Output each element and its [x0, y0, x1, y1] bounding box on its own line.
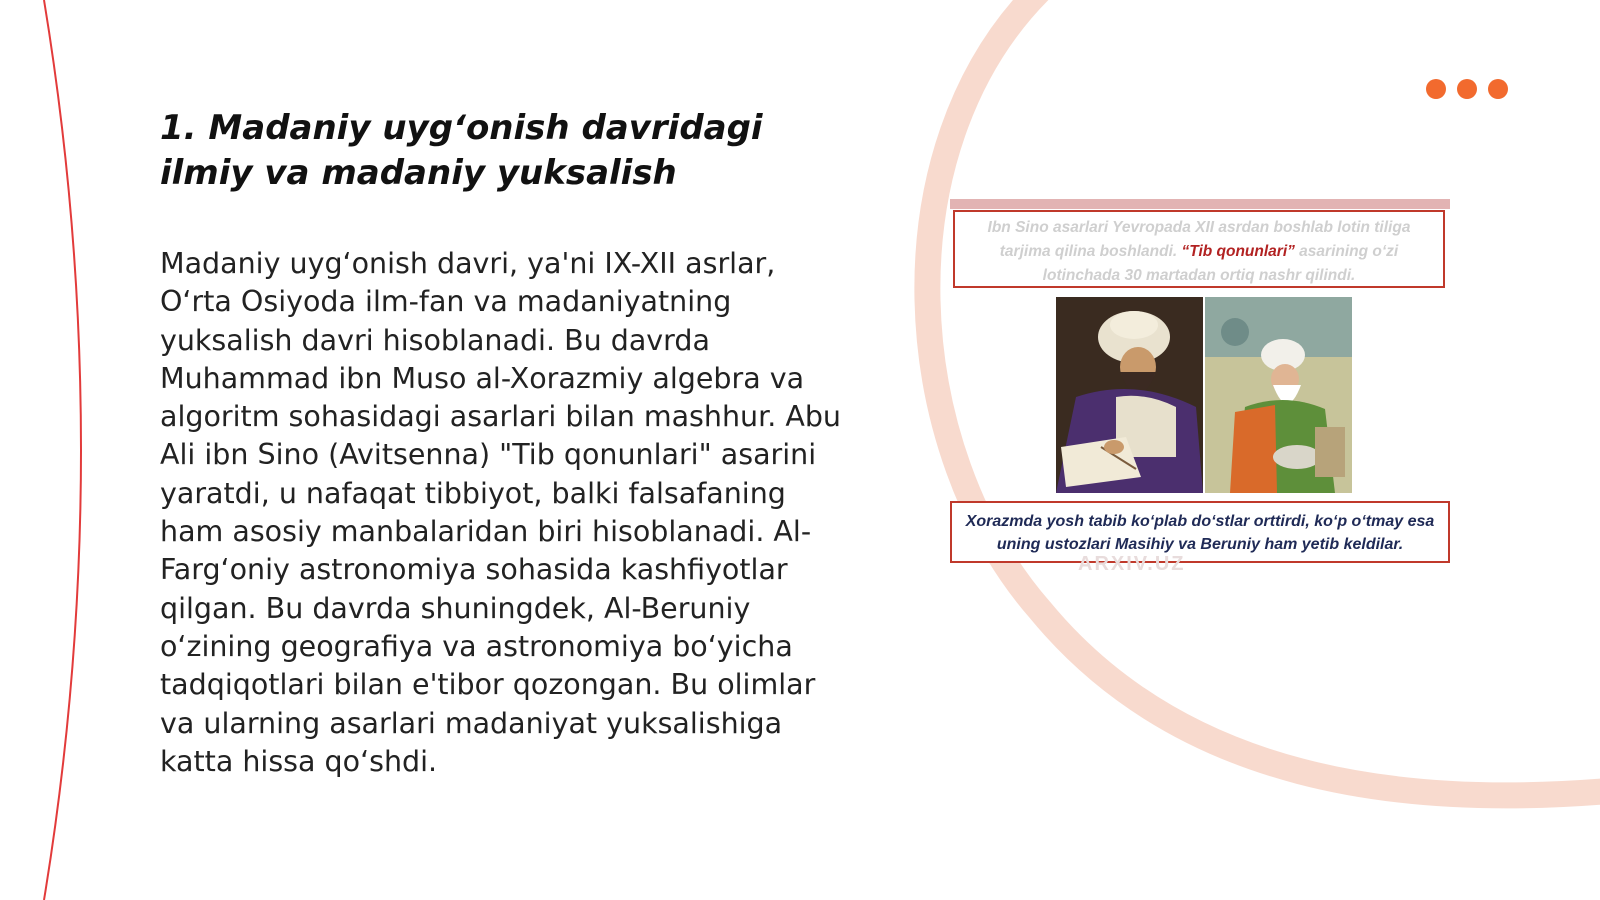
caption-top-highlight: “Tib qonunlari”: [1181, 243, 1295, 260]
portraits: [1056, 297, 1352, 493]
watermark: ARXIV.UZ: [1078, 553, 1186, 575]
left-accent-curve: [44, 0, 81, 900]
caption-top-text: Ibn Sino asarlari Yevropada XII asrdan boshlab lotin tiliga tarjima qilina boshlandi.: [987, 219, 1411, 260]
figure-top-bar: [950, 199, 1450, 209]
slide-title: 1. Madaniy uyg‘onish davridagi ilmiy va madaniy yuksalish: [160, 108, 763, 193]
dot-icon: [1457, 79, 1477, 99]
portrait-scholar-miniature: [1205, 297, 1352, 493]
slide-body-text: Madaniy uyg‘onish davri, ya'ni IX-XII asrlar, O‘rta Osiyoda ilm-fan va madaniyatning yuksalish davri hisoblanadi. Bu davrda Muhammad ibn Muso al-Xorazmiy algebra va algoritm sohasidagi asarlari bilan mashhur. Abu Ali ibn Sino (Avitsenna) "Tib qonunlari" asarini yaratdi, u nafaqat tibbiyot, balki falsafaning ham asosiy manbalaridan biri hisoblanadi. Al-Farg‘oniy astronomiya sohasida kashfiyotlar qilgan. Bu davrda shuningdek, Al-Beruniy o‘zining geografiya va astronomiya bo‘yicha tadqiqotlari bilan e'tibor qozongan. Bu olimlar va ularning asarlari madaniyat yuksalishiga katta hissa qo‘shdi.: [160, 247, 841, 778]
caption-top-text-end: asarining o‘zi lotinchada 30 martadan ortiq nashr qilindi.: [1042, 243, 1399, 284]
portrait-ibn-sino-writing: [1056, 297, 1203, 493]
dot-icon: [1488, 79, 1508, 99]
caption-bottom: Xorazmda yosh tabib ko‘plab do‘stlar orttirdi, ko‘p o‘tmay esa uning ustozlari Masihiy va Beruniy ham yetib keldilar.: [950, 501, 1450, 563]
decorative-dots: [1426, 79, 1508, 99]
dot-icon: [1426, 79, 1446, 99]
caption-top: [953, 210, 1445, 288]
figure-panel: [950, 199, 1450, 565]
